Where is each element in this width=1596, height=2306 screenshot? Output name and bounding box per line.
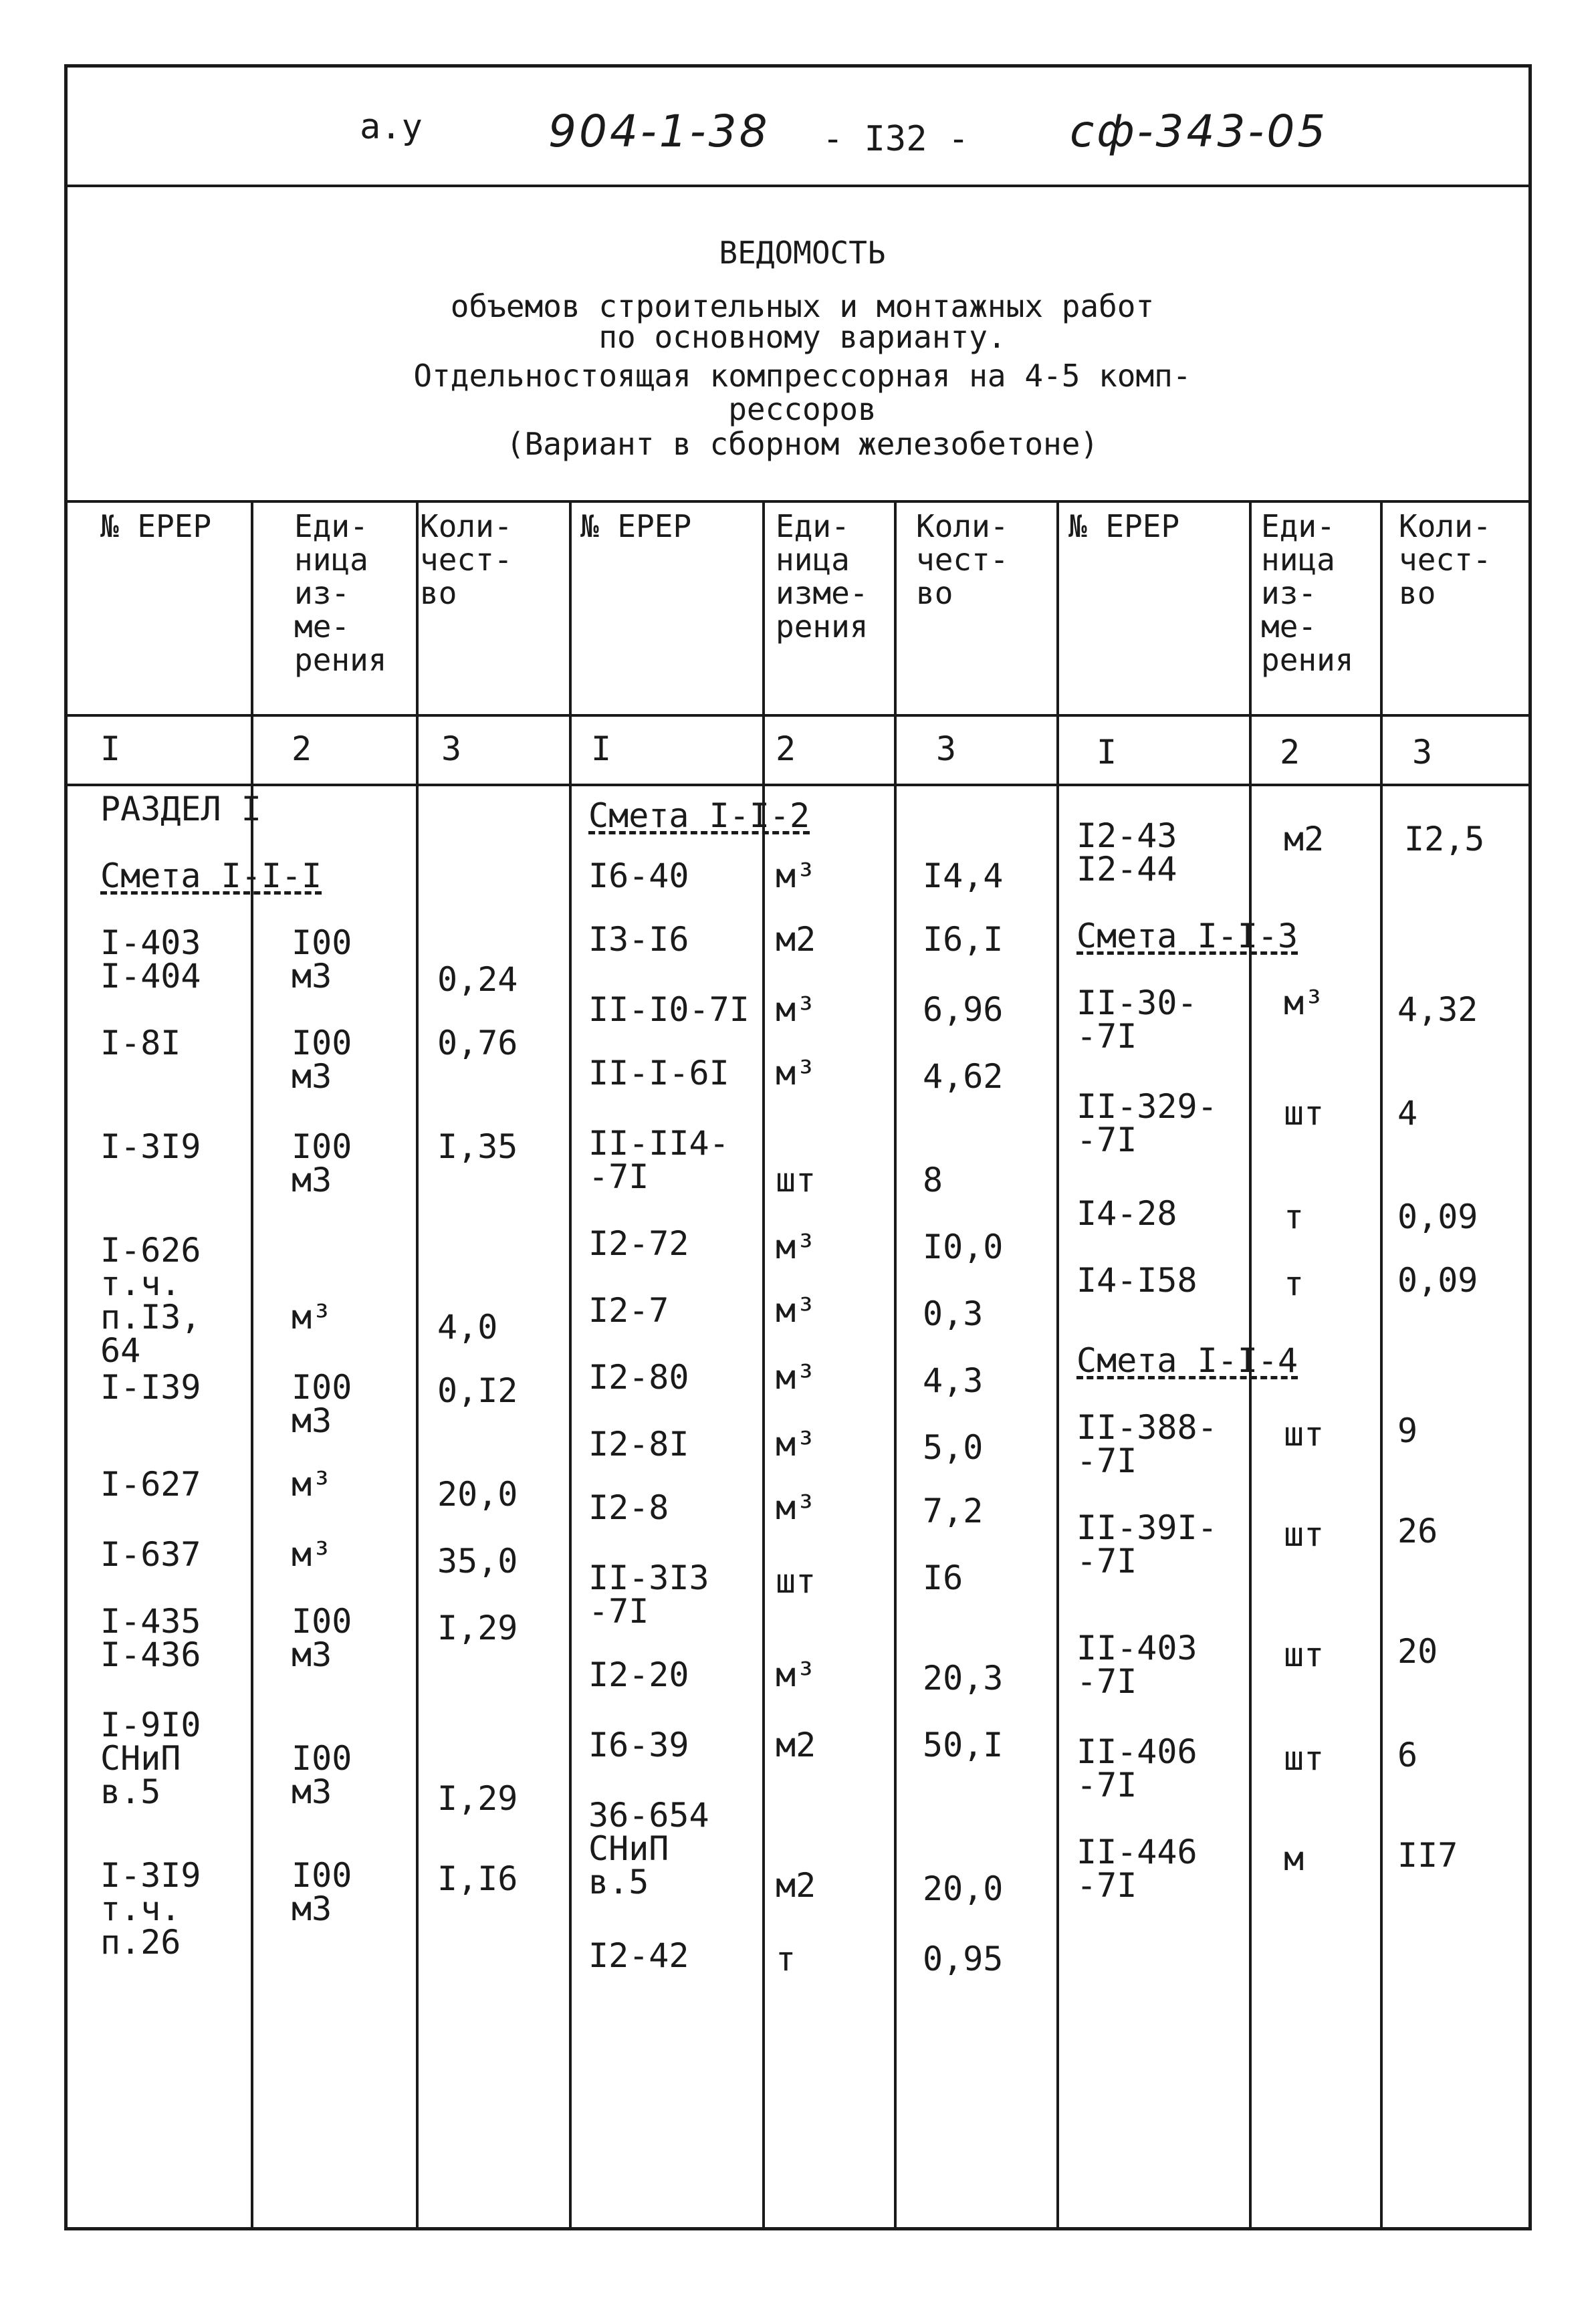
row-unit: шт (1284, 1739, 1325, 1778)
row-unit: м³ (776, 1488, 816, 1527)
row-code: I2-7 (588, 1291, 669, 1330)
row-qty: I,I6 (437, 1859, 518, 1898)
row-qty: 0,09 (1397, 1261, 1478, 1300)
row-qty: 0,24 (437, 960, 518, 999)
row-code: II-I0-7I (588, 990, 750, 1029)
col-divider-1 (251, 500, 253, 2230)
row-code: I4-I58 (1076, 1261, 1198, 1300)
row-unit: шт (1284, 1635, 1325, 1674)
row-code: I2-8 (588, 1488, 669, 1527)
title-heading: ВЕДОМОСТЬ (719, 235, 886, 271)
row-qty: I6,I (923, 920, 1004, 959)
row-unit: м³ (292, 1465, 332, 1504)
table-top-border (64, 500, 1532, 503)
row-code: II-329- -7I (1076, 1087, 1218, 1159)
row-unit: I00 м3 (292, 1739, 352, 1811)
row-qty: 5,0 (923, 1428, 984, 1467)
smeta-label-3: Смета I-I-3 (1076, 917, 1298, 955)
row-unit: м2 (776, 920, 816, 959)
row-unit: м³ (776, 1054, 816, 1092)
row-unit: м³ (776, 1228, 816, 1266)
col-number-3c: 3 (1412, 733, 1433, 772)
col-number-1b: I (591, 729, 612, 768)
row-code: II-II4- -7I (588, 1124, 729, 1196)
row-qty: 4,3 (923, 1361, 984, 1400)
row-qty: 50,I (923, 1726, 1004, 1764)
row-unit: м³ (776, 990, 816, 1029)
col-number-1a: I (100, 729, 121, 768)
row-unit: шт (1284, 1094, 1325, 1133)
row-qty: I2,5 (1404, 820, 1485, 858)
col-header-qty-1: Коли- чест- во (420, 508, 513, 611)
row-unit: м2 (776, 1726, 816, 1764)
smeta-label-1: Смета I-I-I (100, 856, 322, 895)
col-header-code-1: № ЕРЕР (100, 508, 212, 544)
row-code: I-3I9 т.ч. п.26 (100, 1856, 201, 1962)
smeta-label-4: Смета I-I-4 (1076, 1341, 1298, 1380)
row-qty: 4 (1397, 1094, 1418, 1133)
header-divider (64, 185, 1532, 187)
col-number-3b: 3 (936, 729, 957, 768)
smeta-label-2: Смета I-I-2 (588, 796, 810, 835)
col-divider-8 (1380, 500, 1383, 2230)
col-header-qty-3: Коли- чест- во (1399, 508, 1492, 611)
row-qty: 0,I2 (437, 1371, 518, 1410)
row-unit: м³ (292, 1298, 332, 1337)
row-qty: 9 (1397, 1411, 1418, 1450)
row-unit: м³ (776, 1291, 816, 1330)
row-unit: м (1284, 1839, 1304, 1878)
title-line-2: объемов строительных и монтажных работ (450, 288, 1155, 324)
row-unit: т (776, 1940, 796, 1978)
col-number-3a: 3 (441, 729, 462, 768)
row-qty: II7 (1397, 1836, 1458, 1875)
col-divider-4 (762, 500, 765, 2230)
row-unit: шт (1284, 1415, 1325, 1454)
row-qty: I6 (923, 1559, 963, 1597)
row-code: I2-72 (588, 1224, 689, 1263)
row-code: I-I39 (100, 1368, 201, 1407)
column-header-divider (64, 714, 1532, 717)
header-page-number: - I32 - (822, 119, 970, 159)
row-qty: I4,4 (923, 856, 1004, 895)
row-unit: м³ (776, 1425, 816, 1464)
row-code: II-406 -7I (1076, 1732, 1198, 1805)
col-header-qty-2: Коли- чест- во (916, 508, 1009, 611)
row-unit: м2 (1284, 820, 1325, 858)
row-code: II-446 -7I (1076, 1833, 1198, 1905)
row-code: II-403 -7I (1076, 1629, 1198, 1701)
row-code: I-637 (100, 1535, 201, 1574)
row-qty: 35,0 (437, 1542, 518, 1581)
row-code: I6-39 (588, 1726, 689, 1764)
row-code: I2-43 I2-44 (1076, 816, 1177, 889)
col-header-code-2: № ЕРЕР (580, 508, 692, 544)
header-left-code: а.у (360, 107, 423, 147)
row-qty: I,29 (437, 1609, 518, 1647)
row-unit: I00 м3 (292, 1602, 352, 1674)
row-unit: м³ (776, 1358, 816, 1397)
row-qty: 4,62 (923, 1057, 1004, 1096)
row-code: I2-20 (588, 1655, 689, 1694)
row-unit: м³ (776, 856, 816, 895)
row-qty: 20 (1397, 1632, 1438, 1671)
title-line-3: по основному варианту. (598, 319, 1006, 355)
col-header-unit-1: Еди- ница из- ме- рения (294, 508, 387, 678)
row-unit: м2 (776, 1866, 816, 1905)
row-unit: I00 м3 (292, 1856, 352, 1928)
col-header-unit-2: Еди- ница изме- рения (776, 508, 869, 645)
col-number-1c: I (1097, 733, 1117, 772)
row-qty: I,29 (437, 1779, 518, 1818)
row-code: II-I-6I (588, 1054, 729, 1092)
row-code: I-8I (100, 1024, 181, 1062)
row-qty: 4,0 (437, 1308, 498, 1347)
col-number-2c: 2 (1280, 733, 1300, 772)
title-line-6: (Вариант в сборном железобетоне) (505, 426, 1099, 462)
row-code: 36-654 СНиП в.5 (588, 1796, 709, 1901)
row-unit: м³ (1284, 984, 1325, 1022)
column-number-divider (64, 784, 1532, 786)
row-code: I4-28 (1076, 1194, 1177, 1233)
row-code: I2-8I (588, 1425, 689, 1464)
row-code: I6-40 (588, 856, 689, 895)
col-divider-3 (569, 500, 572, 2230)
col-divider-2 (416, 500, 419, 2230)
row-code: I-403 I-404 (100, 923, 201, 996)
row-code: I3-I6 (588, 920, 689, 959)
row-qty: I0,0 (923, 1228, 1004, 1266)
row-qty: 8 (923, 1161, 943, 1199)
row-qty: 6 (1397, 1736, 1418, 1774)
row-qty: 0,09 (1397, 1197, 1478, 1236)
row-code: I-627 (100, 1465, 201, 1504)
row-qty: 20,3 (923, 1659, 1004, 1698)
header-doc-number: 904-1-38 (548, 106, 770, 157)
row-code: II-39I- -7I (1076, 1508, 1218, 1581)
row-qty: 0,95 (923, 1940, 1004, 1978)
col-header-unit-3: Еди- ница из- ме- рения (1261, 508, 1354, 678)
row-code: I2-42 (588, 1936, 689, 1975)
row-unit: т (1284, 1264, 1304, 1303)
row-code: II-3I3 -7I (588, 1559, 709, 1631)
row-qty: 7,2 (923, 1492, 984, 1530)
row-unit: I00 м3 (292, 1024, 352, 1096)
row-code: II-30- -7I (1076, 984, 1198, 1056)
row-qty: 4,32 (1397, 990, 1478, 1029)
row-code: I-9I0 СНиП в.5 (100, 1706, 201, 1811)
row-qty: 20,0 (923, 1869, 1004, 1908)
row-unit: шт (1284, 1515, 1325, 1554)
row-unit: м³ (292, 1535, 332, 1574)
row-code: II-388- -7I (1076, 1408, 1218, 1480)
section-label: РАЗДЕЛ I (100, 790, 261, 828)
row-qty: 0,76 (437, 1024, 518, 1062)
row-code: I-626 т.ч. п.I3, 64 (100, 1231, 201, 1370)
title-line-4: Отдельностоящая компрессорная на 4-5 комп- (413, 358, 1191, 394)
row-qty: 6,96 (923, 990, 1004, 1029)
row-qty: I,35 (437, 1127, 518, 1166)
row-unit: I00 м3 (292, 1127, 352, 1199)
title-line-5: рессоров (728, 391, 877, 427)
col-number-2a: 2 (292, 729, 312, 768)
row-qty: 20,0 (437, 1475, 518, 1514)
row-qty: 0,3 (923, 1294, 984, 1333)
col-number-2b: 2 (776, 729, 796, 768)
header-series: сф-343-05 (1070, 106, 1329, 157)
row-unit: шт (776, 1562, 816, 1601)
row-unit: шт (776, 1161, 816, 1199)
row-code: I-435 I-436 (100, 1602, 201, 1674)
col-divider-5 (894, 500, 897, 2230)
row-qty: 26 (1397, 1512, 1438, 1550)
row-unit: I00 м3 (292, 923, 352, 996)
col-divider-6 (1056, 500, 1059, 2230)
row-code: I2-80 (588, 1358, 689, 1397)
row-unit: м³ (776, 1655, 816, 1694)
row-unit: I00 м3 (292, 1368, 352, 1440)
row-unit: т (1284, 1197, 1304, 1236)
row-code: I-3I9 (100, 1127, 201, 1166)
col-header-code-3: № ЕРЕР (1068, 508, 1180, 544)
